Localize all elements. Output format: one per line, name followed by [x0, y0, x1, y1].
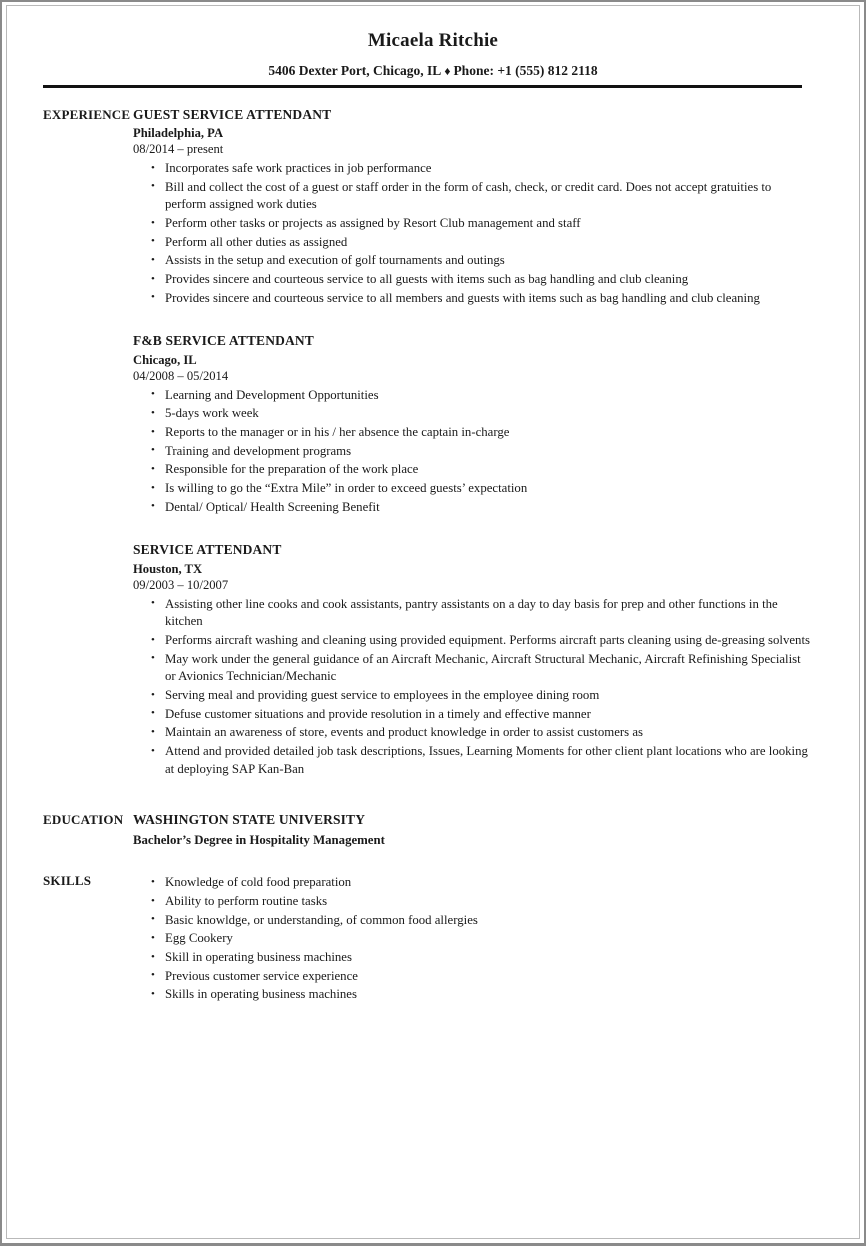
experience-body	[133, 106, 859, 779]
job-bullet: • Performs aircraft washing and cleaning using provided equipment. Performs aircraft parts cleaning using de-greasing solvents	[133, 632, 811, 650]
job-bullet: • Defuse customer situations and provide resolution in a timely and effective manner	[133, 706, 811, 724]
job-bullet: • Responsible for the preparation of the work place	[133, 461, 811, 479]
header-divider	[7, 85, 859, 88]
job-bullet: • Maintain an awareness of store, events and product knowledge in order to assist customers as	[133, 724, 811, 742]
job-title: SERVICE ATTENDANT	[133, 542, 282, 558]
section-education	[7, 811, 859, 849]
section-experience	[7, 106, 859, 779]
job-bullet-list	[133, 596, 811, 779]
job-dates: 09/2003 – 10/2007	[133, 578, 229, 593]
job-location: Philadelphia, PA	[133, 125, 224, 140]
divider-line	[43, 85, 802, 88]
job-dates: 08/2014 – present	[133, 142, 224, 157]
resume-content	[7, 6, 859, 1004]
education-school: WASHINGTON STATE UNIVERSITY	[133, 812, 366, 828]
job-bullet: • 5-days work week	[133, 405, 811, 423]
job-location: Houston, TX	[133, 561, 203, 576]
job-bullet: • Assists in the setup and execution of golf tournaments and outings	[133, 252, 811, 270]
job-bullet: • Provides sincere and courteous service to all guests with items such as bag handling and club cleaning	[133, 271, 811, 289]
job-entry	[133, 541, 811, 778]
job-location: Chicago, IL	[133, 352, 197, 367]
skill-item: • Skills in operating business machines	[133, 986, 811, 1004]
job-bullet: • Reports to the manager or in his / her absence the captain in-charge	[133, 424, 811, 442]
job-bullet: • Attend and provided detailed job task descriptions, Issues, Learning Moments for other client plant locations who are looking at deploying SAP Kan-Ban	[133, 743, 811, 778]
job-bullet: • Bill and collect the cost of a guest or staff order in the form of cash, check, or credit card. Does not accept gratuities to perform assigned work duties	[133, 179, 811, 214]
job-bullet: • Training and development programs	[133, 443, 811, 461]
job-bullet: • Provides sincere and courteous service to all members and guests with items such as bag handling and club cleaning	[133, 290, 811, 308]
page-frame	[6, 5, 860, 1239]
skill-item: • Knowledge of cold food preparation	[133, 874, 811, 892]
section-skills	[7, 872, 859, 1004]
section-label-experience: EXPERIENCE	[43, 106, 131, 122]
job-entry	[133, 332, 811, 516]
section-label-skills: SKILLS	[43, 873, 92, 889]
skill-item: • Ability to perform routine tasks	[133, 893, 811, 911]
education-degree: Bachelor’s Degree in Hospitality Management	[133, 832, 385, 847]
job-bullet: • Dental/ Optical/ Health Screening Benefit	[133, 499, 811, 517]
job-bullet: • Perform all other duties as assigned	[133, 234, 811, 252]
job-bullet: • Incorporates safe work practices in job performance	[133, 160, 811, 178]
job-bullet: • Is willing to go the “Extra Mile” in order to exceed guests’ expectation	[133, 480, 811, 498]
job-bullet: • Perform other tasks or projects as assigned by Resort Club management and staff	[133, 215, 811, 233]
skills-list	[133, 874, 811, 1004]
job-title: F&B SERVICE ATTENDANT	[133, 333, 314, 349]
skills-body	[133, 872, 859, 1004]
job-bullet: • May work under the general guidance of an Aircraft Mechanic, Aircraft Structural Mechanic, Aircraft Refinishing Specialist or Avionics Technician/Mechanic	[133, 651, 811, 686]
skill-item: • Egg Cookery	[133, 930, 811, 948]
job-bullet: • Assisting other line cooks and cook assistants, pantry assistants on a day to day basis for prep and other functions in the kitchen	[133, 596, 811, 631]
section-label-education: EDUCATION	[43, 812, 124, 828]
skill-item: • Previous customer service experience	[133, 968, 811, 986]
job-title: GUEST SERVICE ATTENDANT	[133, 106, 332, 122]
job-bullet: • Learning and Development Opportunities	[133, 387, 811, 405]
job-dates: 04/2008 – 05/2014	[133, 369, 229, 384]
diamond-separator-icon: ♦	[444, 63, 451, 78]
job-entry	[133, 106, 811, 308]
education-body	[133, 811, 859, 849]
job-bullet-list	[133, 387, 811, 517]
candidate-name: Micaela Ritchie	[367, 30, 499, 51]
job-bullet: • Serving meal and providing guest service to employees in the employee dining room	[133, 687, 811, 705]
skill-item: • Basic knowldge, or understanding, of common food allergies	[133, 912, 811, 930]
contact-address: 5406 Dexter Port, Chicago, IL	[268, 62, 442, 78]
job-bullet-list	[133, 160, 811, 307]
contact-phone: Phone: +1 (555) 812 2118	[453, 62, 598, 78]
skill-item: • Skill in operating business machines	[133, 949, 811, 967]
contact-line	[7, 63, 859, 79]
